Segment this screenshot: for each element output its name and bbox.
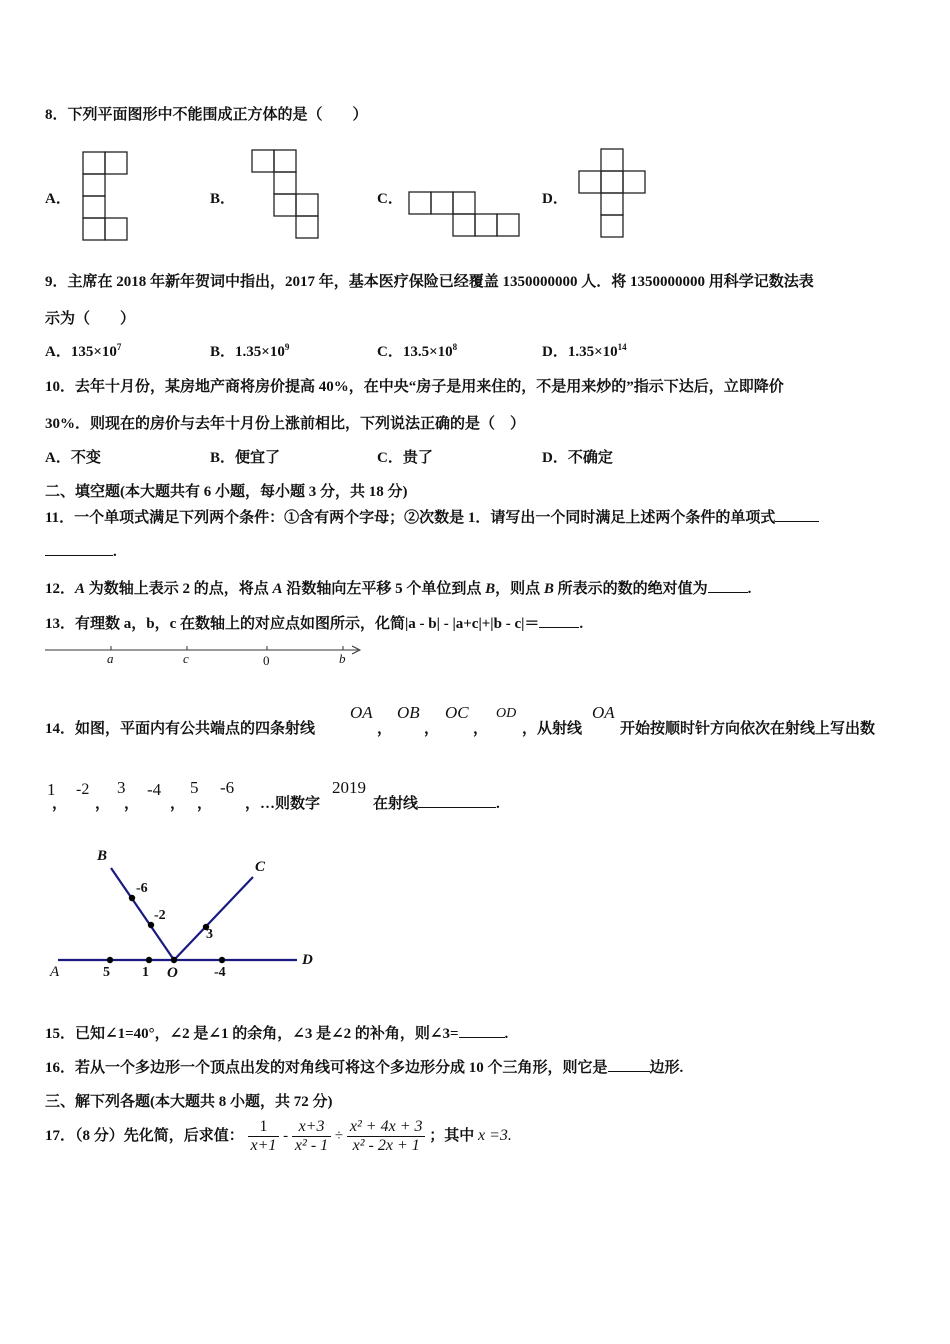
ray-ob: OB <box>397 703 420 722</box>
fig-num: -4 <box>214 965 226 980</box>
net-c-cell <box>409 192 431 214</box>
q11-line2: . <box>45 543 117 561</box>
q15: 15．已知∠1=40°，∠2 是∠1 的余角，∠3 是∠2 的补角，则∠3= . <box>45 1026 509 1042</box>
fraction-2: $\frac{x+3}{\text{x² - 1}}$ <box>292 1118 331 1155</box>
q10-opt-d: D．不确定 <box>542 450 613 466</box>
q14-line1: 14．如图，平面内有公共端点的四条射线 <box>45 721 316 737</box>
axis-label-c: c <box>183 651 189 666</box>
point-b-label: B <box>97 848 108 864</box>
net-a-cell <box>83 196 105 218</box>
seq-num: -2 <box>76 781 90 798</box>
q10-line2: 30%．则现在的房价与去年十月份上涨前相比，下列说法正确的是（ ） <box>45 416 526 432</box>
point-dot <box>146 957 152 963</box>
q11-line1: 11．一个单项式满足下列两个条件：①含有两个字母；②次数是 1．请写出一个同时满足上述两个条件的单项式 <box>45 506 819 527</box>
point-d-label: D <box>302 952 313 968</box>
net-d-cell <box>579 171 601 193</box>
net-a-cell <box>83 174 105 196</box>
fig-num: -6 <box>136 881 148 896</box>
net-a-cell <box>83 218 105 240</box>
q9-line2: 示为（ ） <box>45 311 136 327</box>
q8-stem: 8．下列平面图形中不能围成正方体的是（ ） <box>45 107 368 123</box>
seq-num: -4 <box>147 780 162 799</box>
q13: 13．有理数 a，b，c 在数轴上的对应点如图所示，化简|a - b| - |a+c|+|b - c|＝ . <box>45 616 584 632</box>
q12: 12．A 为数轴上表示 2 的点，将点 A 沿数轴向左平移 5 个单位到点 B，则点 B 所表示的数的绝对值为 . <box>45 581 752 597</box>
ray-oa-start: OA <box>592 703 615 722</box>
q9-opt-a: A．$135\times 10^7$ <box>45 342 122 360</box>
net-b-cell <box>274 150 296 172</box>
axis-label-b: b <box>339 651 346 666</box>
net-c-cell <box>475 214 497 236</box>
fig-num: 5 <box>103 965 110 980</box>
net-b-cell <box>274 194 296 216</box>
axis-label-0: 0 <box>263 653 270 668</box>
q16: 16．若从一个多边形一个顶点出发的对角线可将这个多边形分成 10 个三角形，则它是 边形. <box>45 1060 684 1076</box>
fraction-1: $\frac{1}{x+1}$ <box>248 1118 280 1155</box>
net-a-cell <box>83 152 105 174</box>
net-b-cell <box>296 216 318 238</box>
point-dot <box>129 895 135 901</box>
net-c-cell <box>453 214 475 236</box>
fig-num: 1 <box>142 965 149 980</box>
net-d-cell <box>601 193 623 215</box>
section2-heading: 二、填空题(本大题共有 6 小题，每小题 3 分，共 18 分) <box>45 484 408 500</box>
seq-num: 3 <box>117 778 126 797</box>
q10-opt-b: B．便宜了 <box>210 450 281 466</box>
point-c-label: C <box>255 859 266 875</box>
q9-opt-d: D．$1.35\times 10^{14}$ <box>542 342 627 360</box>
q10-opt-c: C．贵了 <box>377 450 433 466</box>
ray-od: OD <box>496 706 517 721</box>
ray-oc: OC <box>445 703 469 722</box>
q8-opt-c: C． <box>377 191 403 207</box>
q14-text2: ，从射线 <box>522 721 583 737</box>
q9-opt-b: B．$1.35\times 10^9$ <box>210 342 290 360</box>
ray-oa: OA <box>350 703 373 722</box>
q9-line1: 9．主席在 2018 年新年贺词中指出，2017 年，基本医疗保险已经覆盖 1350000000 人．将 1350000000 用科学记数法表 <box>45 274 814 290</box>
point-o-label: O <box>167 965 178 981</box>
q14-number: 2019 <box>332 778 366 797</box>
q8-opt-a: A． <box>45 191 71 207</box>
net-c-cell <box>497 214 519 236</box>
q8-opt-b: B． <box>210 191 236 207</box>
seq-num: 1 <box>47 780 56 799</box>
net-d-cell <box>601 215 623 237</box>
q10-line1: 10．去年十月份，某房地产商将房价提高 40%，在中央“房子是用来住的，不是用来炒的”指示下达后，立即降价 <box>45 379 784 395</box>
point-a-label: A <box>50 964 60 980</box>
ray-oc-line <box>174 877 253 960</box>
net-a-cell <box>105 218 127 240</box>
net-a-cell <box>105 152 127 174</box>
seq-num: 5 <box>190 778 199 797</box>
point-dot <box>171 957 177 963</box>
q14-text5: 在射线 . <box>373 796 500 812</box>
q10-opt-a: A．不变 <box>45 450 101 466</box>
q9-opt-c: C．$13.5\times 10^8$ <box>377 342 458 360</box>
net-d-cell <box>623 171 645 193</box>
net-c-cell <box>453 192 475 214</box>
net-b-cell <box>296 194 318 216</box>
net-d-cell <box>601 171 623 193</box>
axis-label-a: a <box>107 651 114 666</box>
q14-text4: ，…则数字 <box>245 796 321 812</box>
net-c-cell <box>431 192 453 214</box>
exam-page: 8．下列平面图形中不能围成正方体的是（ ） A． B． C． D． 9．主席在 2018 年新年贺词中指出，2017 年，基本医疗保险已经覆盖 1350000000 人．将 1350000000 用科学记数法表 示为（ ） A．$135\times 10^7$ B．$1.35\times 10^9$ C．$13.5\times 10^8$ D．$1.35\times 10^{14}$ 10．去年十月份，某房地产商将房价提高 40%，在中央“房子是用来住的，不是用来炒的”指示下达后，立即降价 30%．则现在的房价与去年十月份上涨前相比，下列说法正确的是（ ） A．不变 B．便宜了 C．贵了 D．不确定 二、填空题(本大题共有 6 小题，每小题 3 分，共 18 分) 11．一个单项式满足下列两个条件：①含有两个字母；②次数是 1．请写出一个同时满足上述两个条件的单项式 . 12．A 为数轴上表示 2 的点，将点 A 沿数轴向左平移 5 个单位到点 B，则点 B 所表示的数的绝对值为 . 13．有理数 a，b，c 在数轴上的对应点如图所示，化简|a - b| - |a+c|+|b - c|＝ . a c 0 b 14．如图，平面内有公共端点的四条射线 OA ， OB ， OC ， OD ，从射线 OA 开始按顺时针方向依次在射线上写出数 1 -2 3 -4 5 -6 ， ， ， ， ， ，…则数字 2019 在射线 . B C A D O 5 1 -4 -6 -2 3 15．已知∠1=40°，∠2 是∠1 的余角，∠3 是∠2 的补角，则∠3= . 16．若从一个多边形一个顶点出发的对角线可将这个多边形分成 10 个三角形，则它是 边形. 三、解下列各题(本大题共 8 小题，共 72 分) 17．（8 分）先化简，后求值： $\frac{1}{x+1}$ - $\frac{x+3}{\text{x² - 1}}$ ÷ $\frac{\text{x² + 4x + 3}}{\text{x² - 2x + 1}}$ ；其中 x =3. <box>0 0 950 1344</box>
net-b-cell <box>274 172 296 194</box>
q17: 17．（8 分）先化简，后求值： $\frac{1}{x+1}$ - $\frac{x+3}{\text{x² - 1}}$ ÷ $\frac{\text{x² + 4x + 3}}{\text{x² - 2x + 1}}$ ；其中 x =3. <box>45 1118 512 1154</box>
net-d-cell <box>601 149 623 171</box>
seq-num: -6 <box>220 778 235 797</box>
fig-num: 3 <box>206 927 213 942</box>
net-b-cell <box>252 150 274 172</box>
q8-opt-d: D． <box>542 191 568 207</box>
section3-heading: 三、解下列各题(本大题共 8 小题，共 72 分) <box>45 1094 333 1110</box>
point-dot <box>107 957 113 963</box>
q14-text3: 开始按顺时针方向依次在射线上写出数 <box>620 721 876 737</box>
point-dot <box>219 957 225 963</box>
fig-num: -2 <box>154 908 166 923</box>
fraction-3: $\frac{\text{x² + 4x + 3}}{\text{x² - 2x + 1}}$ <box>347 1118 426 1155</box>
